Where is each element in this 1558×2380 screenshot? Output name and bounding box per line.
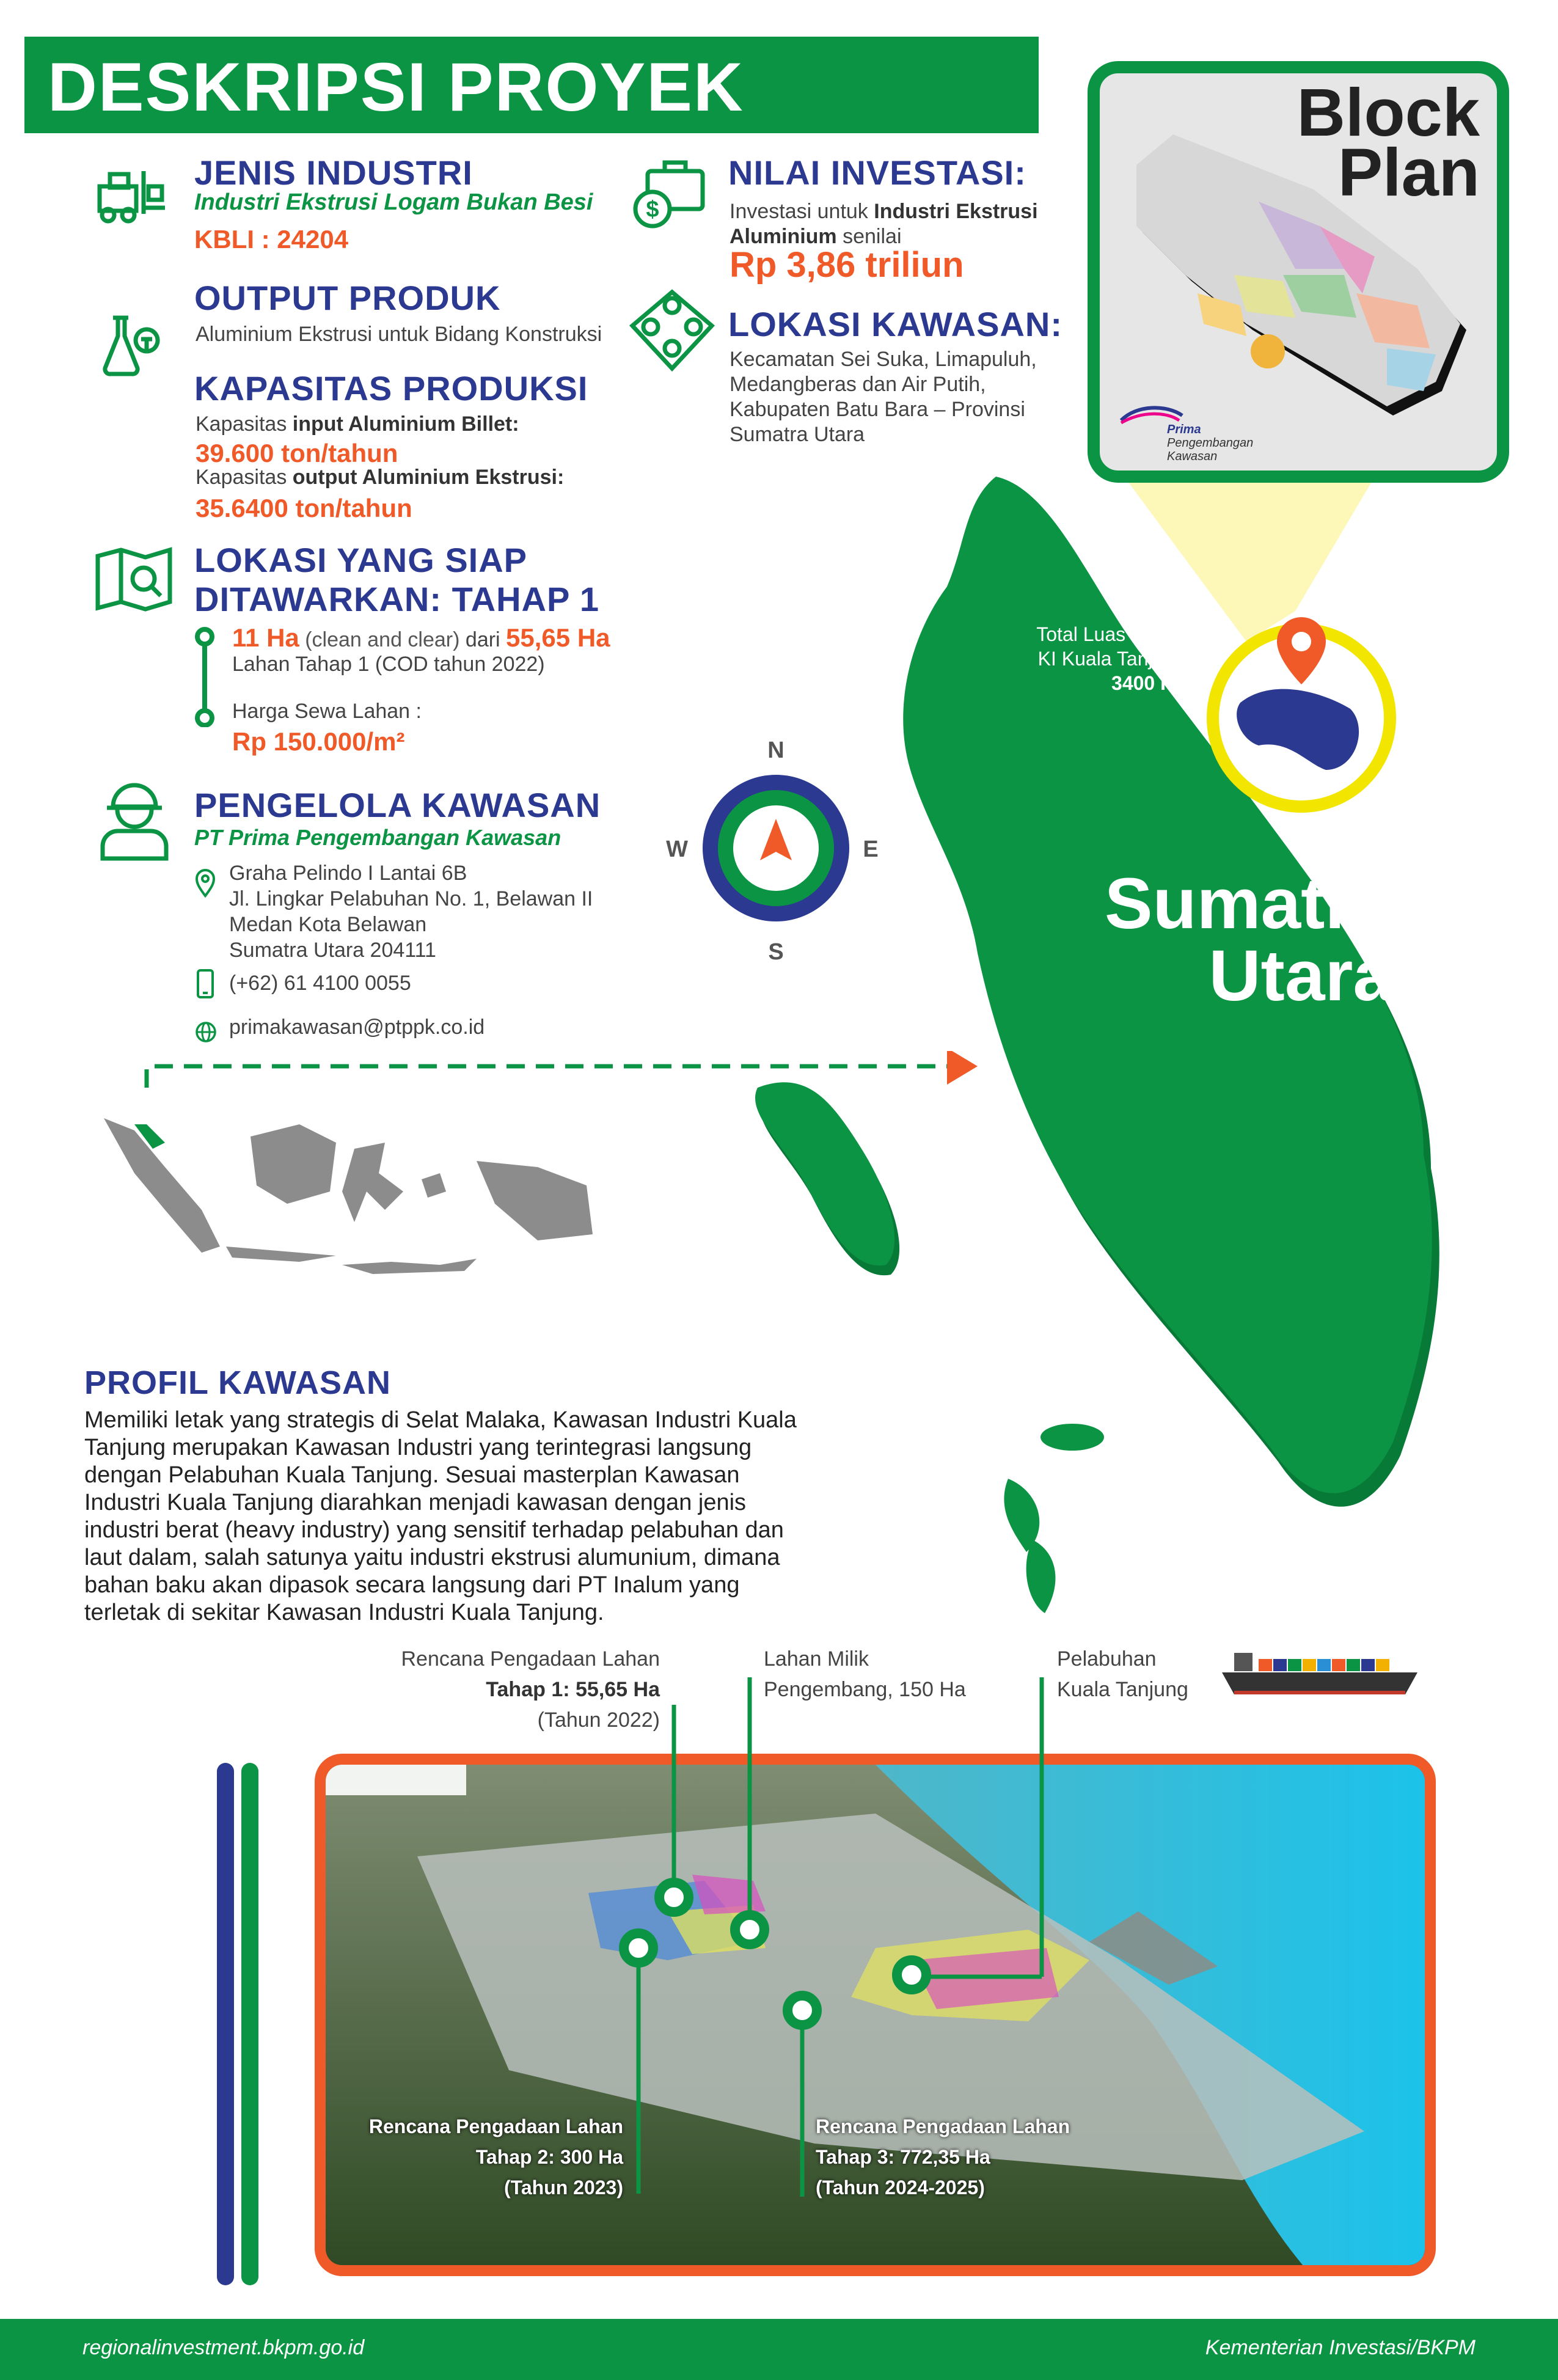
phase3-label (816, 2111, 1070, 2203)
capacity-title: KAPASITAS PRODUKSI (194, 369, 588, 408)
flask-icon (101, 312, 168, 379)
globe-icon (194, 1020, 218, 1044)
phase3-line1: Rencana Pengadaan Lahan (816, 2115, 1070, 2137)
decor-bar-green (241, 1763, 258, 2285)
offer-clean: (clean and clear) (299, 628, 466, 651)
address-line: Graha Pelindo I Lantai 6B (229, 862, 467, 885)
profile-line: terletak di sekitar Kawasan Industri Kuala Tanjung. (84, 1600, 604, 1625)
industry-title: JENIS INDUSTRI (194, 153, 473, 192)
phase1-line3: (Tahun 2022) (537, 1708, 660, 1732)
capacity-input-label (196, 412, 519, 436)
capacity-output-bold: output Aluminium Ekstrusi: (292, 466, 565, 489)
owner-line1: Lahan Milik (764, 1647, 869, 1671)
marker-port (897, 1960, 926, 1990)
location-line: Kabupaten Batu Bara – Provinsi (730, 398, 1025, 421)
offer-from: dari (465, 628, 507, 651)
compass-west: W (666, 837, 688, 862)
decor-bar-blue (217, 1763, 234, 2285)
briefcase-money-icon (629, 153, 709, 232)
offer-total: 55,65 Ha (506, 623, 610, 652)
kawasan-area (1237, 689, 1359, 770)
offer-title (194, 541, 599, 619)
location-network-icon (626, 287, 718, 373)
phone-icon (194, 968, 216, 1000)
profile-line: bahan baku akan dipasok secara langsung dari PT Inalum yang (84, 1572, 740, 1598)
offer-title-line1: LOKASI YANG SIAP (194, 541, 528, 579)
capacity-output-prefix: Kapasitas (196, 466, 293, 489)
total-area-label (990, 622, 1185, 695)
port-line1: Pelabuhan (1057, 1647, 1157, 1671)
footer-website[interactable]: regionalinvestment.bkpm.go.id (82, 2336, 365, 2359)
logo-line2: Pengembangan (1167, 436, 1254, 450)
block-plan-title-line1: Block (1297, 75, 1480, 150)
phase2-line2: Tahap 2: 300 Ha (475, 2146, 623, 2168)
output-title: OUTPUT PRODUK (194, 279, 501, 317)
map-search-icon (95, 547, 174, 614)
investment-line1-prefix: Investasi untuk (730, 200, 874, 223)
investment-line2-bold: Aluminium (730, 225, 837, 248)
kbli-code: KBLI : 24204 (194, 225, 349, 254)
profile-line: dengan Pelabuhan Kuala Tanjung. Sesuai masterplan Kawasan (84, 1462, 740, 1488)
indonesia-map (98, 1100, 605, 1283)
svg-text:$: $ (646, 197, 659, 222)
footer-bar (0, 2319, 1558, 2380)
owner-line2: Pengembang, 150 Ha (764, 1678, 966, 1701)
manager-address (229, 860, 593, 963)
compass-east: E (863, 837, 879, 862)
investment-title: NILAI INVESTASI: (728, 153, 1026, 192)
marker-phase1 (659, 1883, 689, 1912)
profile-line: industri berat (heavy industry) yang sensitif terhadap pelabuhan dan (84, 1517, 784, 1543)
manager-email[interactable]: primakawasan@ptppk.co.id (229, 1016, 485, 1039)
logo-line1: Prima (1167, 423, 1201, 436)
compass-south: S (768, 939, 784, 965)
phase3-line2: Tahap 3: 772,35 Ha (816, 2146, 990, 2168)
region-line2: Utara (1209, 936, 1393, 1016)
profile-title: PROFIL KAWASAN (84, 1364, 392, 1401)
logo-line3: Kawasan (1167, 450, 1218, 463)
area-label-line1: Total Luas Lahan (1036, 623, 1185, 645)
marker-phase3 (788, 1996, 817, 2025)
compass-north: N (767, 739, 784, 763)
address-line: Sumatra Utara 204111 (229, 939, 436, 962)
offer-phase: Lahan Tahap 1 (COD tahun 2022) (232, 653, 545, 676)
capacity-input-value: 39.600 ton/tahun (196, 439, 398, 467)
location-line: Sumatra Utara (730, 423, 865, 446)
address-line: Jl. Lingkar Pelabuhan No. 1, Belawan II (229, 887, 593, 910)
address-line: Medan Kota Belawan (229, 913, 427, 936)
region-name (978, 863, 1393, 1016)
offer-area-line (232, 623, 610, 653)
port-line2: Kuala Tanjung (1057, 1678, 1188, 1701)
rent-label: Harga Sewa Lahan : (232, 700, 422, 723)
prima-logo-text (1167, 423, 1253, 463)
phase2-label (342, 2111, 623, 2203)
location-line: Medangberas dan Air Putih, (730, 373, 986, 396)
page-title: DESKRIPSI PROYEK (48, 49, 744, 125)
region-line1: Sumatra (1104, 863, 1393, 944)
location-line: Kecamatan Sei Suka, Limapuluh, (730, 348, 1037, 371)
small-island (1040, 1424, 1104, 1451)
output-text: Aluminium Ekstrusi untuk Bidang Konstruksi (196, 323, 602, 346)
block-plan-title-line2: Plan (1337, 135, 1480, 210)
profile-line: Memiliki letak yang strategis di Selat Malaka, Kawasan Industri Kuala (84, 1407, 797, 1433)
title-banner (24, 37, 1039, 133)
manager-title: PENGELOLA KAWASAN (194, 786, 601, 824)
block-plan-panel (1088, 61, 1509, 483)
phase2-line3: (Tahun 2023) (504, 2177, 623, 2199)
footer-ministry: Kementerian Investasi/BKPM (1205, 2336, 1476, 2359)
map-pin-icon (194, 869, 216, 898)
manager-company: PT Prima Pengembangan Kawasan (194, 825, 561, 850)
investment-line1 (730, 200, 1038, 224)
industry-subtitle: Industri Ekstrusi Logam Bukan Besi (194, 189, 593, 215)
phase1-line2: Tahap 1: 55,65 Ha (486, 1678, 660, 1701)
forklift-icon (95, 165, 168, 226)
block-plan-beam (1124, 477, 1375, 642)
profile-line: Tanjung merupakan Kawasan Industri yang terintegrasi langsung (84, 1435, 752, 1460)
small-island (1026, 1540, 1056, 1613)
investment-line1-bold: Industri Ekstrusi (874, 200, 1038, 223)
offer-area: 11 Ha (232, 623, 299, 652)
phase1-line1: Rencana Pengadaan Lahan (401, 1647, 660, 1671)
profile-line: Industri Kuala Tanjung diarahkan menjadi kawasan dengan jenis (84, 1490, 747, 1515)
offer-title-line2: DITAWARKAN: TAHAP 1 (194, 580, 599, 618)
area-value: 3400 Ha (1111, 672, 1185, 694)
phase2-line1: Rencana Pengadaan Lahan (368, 2115, 623, 2137)
investment-value: Rp 3,86 triliun (730, 245, 964, 285)
worker-icon (98, 779, 171, 862)
profile-line: laut dalam, salah satunya yaitu industri ekstrusi alumunium, dimana (84, 1545, 780, 1570)
timeline-connector (194, 626, 215, 727)
investment-line2-suffix: senilai (836, 225, 902, 248)
capacity-output-value: 35.6400 ton/tahun (196, 494, 412, 522)
capacity-input-prefix: Kapasitas (196, 412, 293, 436)
capacity-output-label (196, 466, 564, 489)
phase3-line3: (Tahun 2024-2025) (816, 2177, 985, 2199)
manager-phone[interactable]: (+62) 61 4100 0055 (229, 972, 411, 995)
profile-text (84, 1407, 921, 1627)
block-plan-title (1297, 75, 1480, 210)
location-text (730, 347, 1037, 447)
rent-value: Rp 150.000/m² (232, 727, 405, 756)
capacity-input-bold: input Aluminium Billet: (292, 412, 519, 436)
area-label-line2: KI Kuala Tanjung (1037, 648, 1185, 670)
marker-phase2 (624, 1933, 653, 1963)
location-title: LOKASI KAWASAN: (728, 305, 1062, 343)
marker-owner (735, 1915, 764, 1944)
